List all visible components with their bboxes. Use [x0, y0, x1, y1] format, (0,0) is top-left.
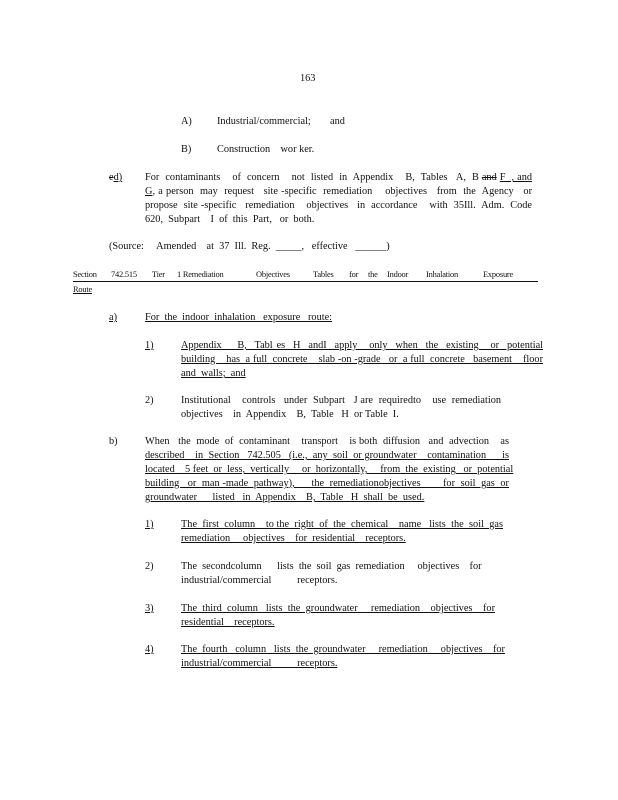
- para-b-item-1-body: [181, 518, 503, 546]
- text-line: Institutional controls under Subpart J are requiredto use remediation: [181, 395, 501, 406]
- para-a-text: For the indoor inhalation exposure route:: [145, 312, 333, 323]
- text-line: located 5 feet or less, vertically or horizontally, from the existing or potential: [145, 464, 514, 475]
- heading-word: Section: [73, 270, 97, 279]
- para-ed-line-2: [145, 185, 532, 199]
- para-a-label: a): [109, 312, 117, 323]
- text-line: residential receptors.: [181, 617, 275, 628]
- heading-word: Tier: [152, 270, 165, 279]
- heading-word: Indoor: [387, 270, 409, 279]
- para-ed-label: [109, 171, 122, 185]
- para-b-item-3-body: [181, 602, 495, 630]
- list-text-a: Industrial/commercial;: [217, 116, 311, 127]
- text-line: The secondcolumn lists the soil gas remediation objectives for: [181, 561, 482, 572]
- para-ed-line-4: 620, Subpart I of this Part, or both.: [145, 214, 315, 225]
- heading-word: Inhalation: [426, 270, 458, 279]
- text-line: The fourth column lists the groundwater remediation objectives for: [181, 644, 505, 655]
- para-a-item-2-body: [181, 394, 501, 422]
- text-line: objectives in Appendix B, Table H or Table I.: [181, 409, 399, 420]
- para-b-body: [145, 435, 514, 505]
- para-ed-line-3: propose site -specific remediation objectives in accordance with 35Ill. Adm. Code: [145, 200, 532, 211]
- text-line: The first column to the right of the chemical name lists the soil gas: [181, 519, 503, 530]
- text-line: industrial/commercial receptors.: [181, 575, 338, 586]
- text-line: and walls; and: [181, 368, 246, 379]
- added-label-letter: d): [113, 172, 123, 183]
- para-b-item-2-body: [181, 560, 481, 588]
- source-line: (Source: Amended at 37 Ill. Reg. _____, effective ______): [109, 241, 390, 252]
- section-heading-row1: [73, 268, 538, 282]
- text-line: remediation objectives for residential receptors.: [181, 533, 406, 544]
- para-a-item-1-body: [181, 339, 543, 381]
- text-line: building has a full concrete slab -on -grade or a full concrete basement floor: [181, 354, 543, 365]
- heading-word: Objectives: [256, 270, 290, 279]
- list-tail-a: and: [330, 116, 345, 127]
- text-line: described in Section 742.505 (i.e., any soil or groundwater contamination is: [145, 450, 509, 461]
- list-text-b: Construction wor ker.: [217, 144, 315, 155]
- para-a-item-1-label: 1): [145, 340, 154, 351]
- para-b-item-2-label: 2): [145, 561, 154, 572]
- added-text: F , and: [499, 172, 533, 183]
- para-a-item-2-label: 2): [145, 395, 154, 406]
- heading-word: the: [368, 270, 378, 279]
- para-b-item-4-body: [181, 643, 505, 671]
- struck-text: and: [481, 172, 497, 183]
- para-ed-line-1: [145, 171, 532, 185]
- list-label-a: A): [181, 116, 192, 127]
- struck-label-letter: e: [109, 172, 114, 183]
- para-b-item-4-label: 4): [145, 644, 154, 655]
- added-text: G: [145, 186, 153, 197]
- heading-word: Exposure: [483, 270, 514, 279]
- section-heading-row2: Route: [73, 285, 93, 294]
- text-line: Appendix B, Tabl es H andI apply only when the existing or potential: [181, 340, 543, 351]
- heading-word: 1 Remediation: [177, 270, 224, 279]
- text-line: The third column lists the groundwater remediation objectives for: [181, 603, 495, 614]
- heading-word: for: [349, 270, 359, 279]
- text-line: groundwater listed in Appendix B, Table H shall be used.: [145, 492, 425, 503]
- heading-word: Tables: [313, 270, 334, 279]
- page-number: 163: [300, 73, 316, 84]
- list-label-b: B): [181, 144, 192, 155]
- para-ed-body: [145, 171, 532, 227]
- para-b-item-3-label: 3): [145, 603, 154, 614]
- para-b-label: b): [109, 436, 118, 447]
- text-line: industrial/commercial receptors.: [181, 658, 338, 669]
- text-line: building or man -made pathway), the remediationobjectives for soil gas or: [145, 478, 509, 489]
- text-line: When the mode of contaminant transport is both diffusion and advection as: [145, 436, 509, 447]
- text-run: , a person may request site -specific remediation objectives from the Agency or: [152, 186, 532, 197]
- heading-word: 742.515: [111, 270, 137, 279]
- para-b-item-1-label: 1): [145, 519, 154, 530]
- text-run: For contaminants of concern not listed in Appendix B, Tables A, B: [145, 172, 482, 183]
